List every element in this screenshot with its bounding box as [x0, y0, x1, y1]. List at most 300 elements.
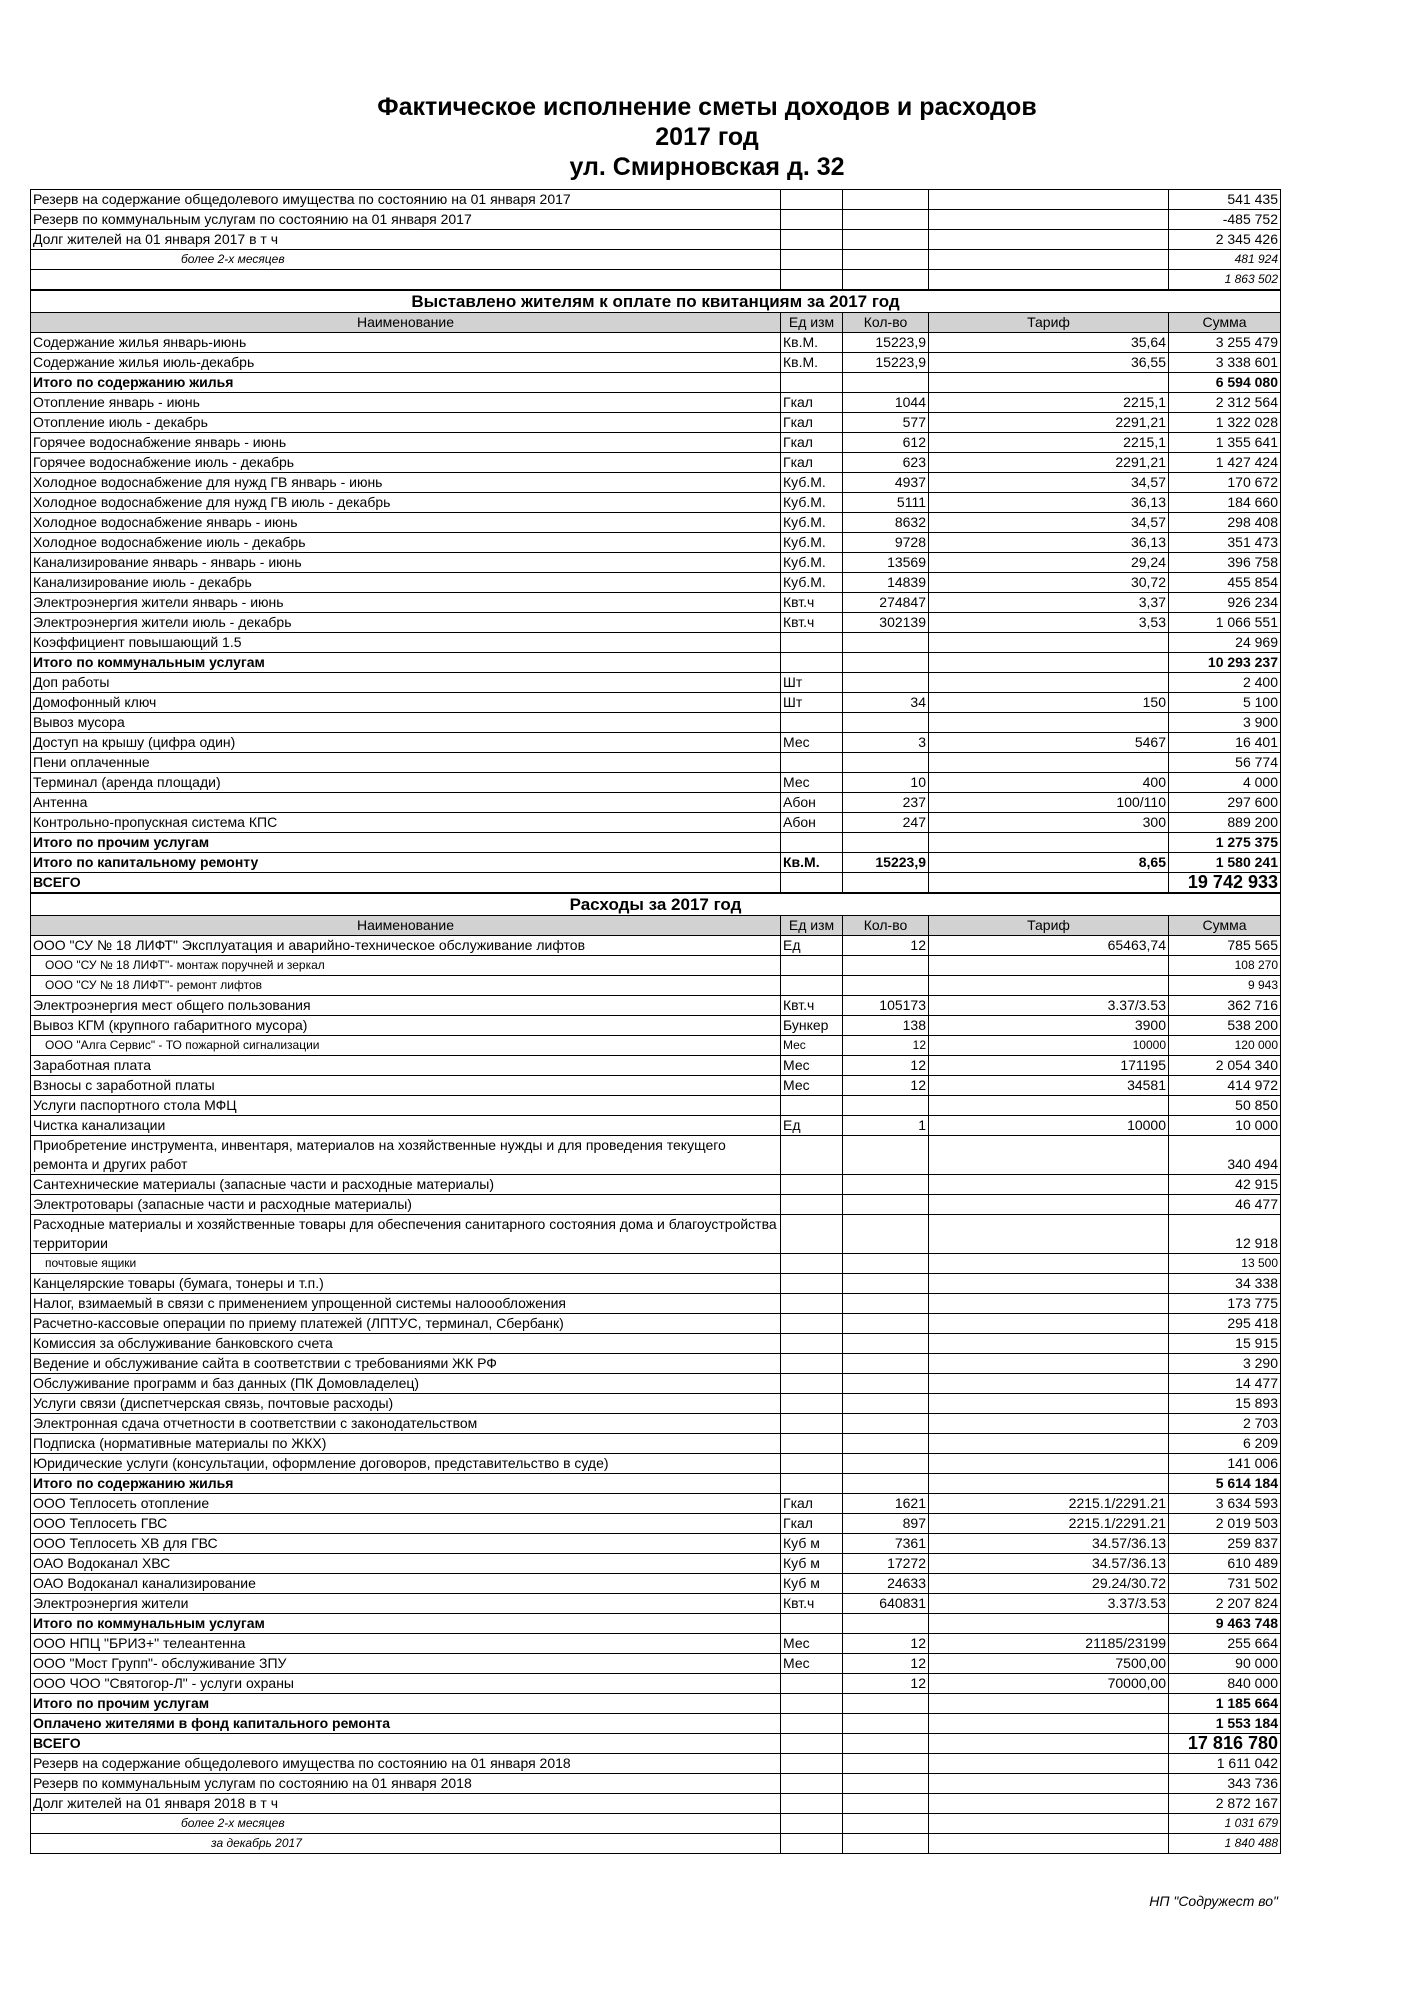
row-sum: 414 972: [1169, 1076, 1281, 1096]
row-name: Оплачено жителями в фонд капитального ремонта: [31, 1714, 781, 1734]
table-row: [31, 473, 1281, 493]
row-sum: 610 489: [1169, 1554, 1281, 1574]
table-row: [31, 573, 1281, 593]
table-row: [31, 1634, 1281, 1654]
table-row: [31, 1195, 1281, 1215]
row-unit: [781, 753, 843, 773]
row-name: Холодное водоснабжение для нужд ГВ январь - июнь: [31, 473, 781, 493]
row-sum: 926 234: [1169, 593, 1281, 613]
row-tariff: [929, 1314, 1169, 1334]
row-qty: 1: [843, 1116, 929, 1136]
row-unit: [781, 1354, 843, 1374]
row-tariff: 34.57/36.13: [929, 1534, 1169, 1554]
row-tariff: [929, 1834, 1169, 1854]
row-sum: 24 969: [1169, 633, 1281, 653]
row-unit: Куб м: [781, 1574, 843, 1594]
row-unit: [781, 1774, 843, 1794]
row-qty: [843, 1834, 929, 1854]
row-unit: Куб.М.: [781, 513, 843, 533]
row-sum: 541 435: [1169, 190, 1281, 210]
row-sum: 42 915: [1169, 1175, 1281, 1195]
row-sum: 2 400: [1169, 673, 1281, 693]
row-name: Электротовары (запасные части и расходные материалы): [31, 1195, 781, 1215]
row-name: Холодное водоснабжение для нужд ГВ июль - декабрь: [31, 493, 781, 513]
row-unit: [781, 1754, 843, 1774]
table-row: [31, 1215, 1281, 1254]
row-tariff: 34,57: [929, 473, 1169, 493]
table-row: [31, 873, 1281, 894]
row-unit: Абон: [781, 793, 843, 813]
row-sum: 255 664: [1169, 1634, 1281, 1654]
organization-signature: НП "Содружест во": [1149, 1893, 1278, 1909]
row-unit: [781, 270, 843, 291]
row-qty: 3: [843, 733, 929, 753]
table-row: [31, 1056, 1281, 1076]
row-qty: [843, 1096, 929, 1116]
row-name: Услуги связи (диспетчерская связь, почтовые расходы): [31, 1394, 781, 1414]
row-sum: 785 565: [1169, 936, 1281, 956]
table-row: [31, 853, 1281, 873]
row-name: Резерв по коммунальным услугам по состоянию на 01 января 2017: [31, 210, 781, 230]
row-name: ООО "СУ № 18 ЛИФТ"- монтаж поручней и зеркал: [31, 956, 781, 976]
row-name: [31, 270, 781, 291]
row-name: Юридические услуги (консультации, оформление договоров, представительство в суде): [31, 1454, 781, 1474]
column-header-name: Наименование: [31, 916, 781, 936]
expenses-section-title: [31, 893, 1281, 916]
section-title: Выставлено жителям к оплате по квитанциям за 2017 год: [31, 290, 1281, 313]
row-name: Взносы с заработной платы: [31, 1076, 781, 1096]
row-tariff: [929, 1814, 1169, 1834]
budget-table: [30, 189, 1281, 1854]
row-sum: 12 918: [1169, 1215, 1281, 1254]
row-unit: Шт: [781, 693, 843, 713]
row-name: Отопление июль - декабрь: [31, 413, 781, 433]
row-name: ООО "Алга Сервис" - ТО пожарной сигнализации: [31, 1036, 781, 1056]
column-header-qty: Кол-во: [843, 313, 929, 333]
table-row: [31, 1136, 1281, 1175]
row-qty: [843, 1774, 929, 1794]
row-name: Канализирование январь - январь - июнь: [31, 553, 781, 573]
row-name: Подписка (нормативные материалы по ЖКХ): [31, 1434, 781, 1454]
row-unit: [781, 1434, 843, 1454]
row-tariff: [929, 373, 1169, 393]
row-qty: [843, 1814, 929, 1834]
row-tariff: 34,57: [929, 513, 1169, 533]
row-name: Расходные материалы и хозяйственные товары для обеспечения санитарного состояния дома и благоустройства территории: [31, 1215, 781, 1254]
table-row: [31, 1694, 1281, 1714]
row-sum: 295 418: [1169, 1314, 1281, 1334]
row-qty: [843, 1334, 929, 1354]
row-tariff: [929, 1454, 1169, 1474]
column-header-sum: Сумма: [1169, 916, 1281, 936]
row-tariff: [929, 1254, 1169, 1274]
row-qty: 24633: [843, 1574, 929, 1594]
row-unit: [781, 653, 843, 673]
table-row: [31, 1294, 1281, 1314]
table-row: [31, 1434, 1281, 1454]
document-title: [0, 92, 1414, 182]
row-tariff: 36,55: [929, 353, 1169, 373]
row-name: Заработная плата: [31, 1056, 781, 1076]
row-tariff: [929, 1374, 1169, 1394]
row-sum: 1 275 375: [1169, 833, 1281, 853]
table-row: [31, 936, 1281, 956]
row-qty: 13569: [843, 553, 929, 573]
table-row: [31, 1754, 1281, 1774]
table-row: [31, 1494, 1281, 1514]
row-name: Коэффициент повышающий 1.5: [31, 633, 781, 653]
row-qty: [843, 373, 929, 393]
row-tariff: [929, 190, 1169, 210]
row-unit: Гкал: [781, 1514, 843, 1534]
column-header-qty: Кол-во: [843, 916, 929, 936]
row-tariff: [929, 1794, 1169, 1814]
row-name: Расчетно-кассовые операции по приему платежей (ЛПТУС, терминал, Сбербанк): [31, 1314, 781, 1334]
row-tariff: [929, 1175, 1169, 1195]
row-unit: [781, 1814, 843, 1834]
row-qty: 5111: [843, 493, 929, 513]
row-qty: 12: [843, 1076, 929, 1096]
row-name: почтовые ящики: [31, 1254, 781, 1274]
row-sum: 889 200: [1169, 813, 1281, 833]
table-row: [31, 190, 1281, 210]
row-sum: 15 893: [1169, 1394, 1281, 1414]
row-sum: 3 634 593: [1169, 1494, 1281, 1514]
row-tariff: 3,37: [929, 593, 1169, 613]
row-sum: 1 611 042: [1169, 1754, 1281, 1774]
table-row: [31, 553, 1281, 573]
row-tariff: 30,72: [929, 573, 1169, 593]
row-unit: Кв.М.: [781, 853, 843, 873]
row-sum: 16 401: [1169, 733, 1281, 753]
row-name: Долг жителей на 01 января 2017 в т ч: [31, 230, 781, 250]
table-row: [31, 453, 1281, 473]
row-unit: Мес: [781, 1036, 843, 1056]
table-row: [31, 673, 1281, 693]
table-row: [31, 976, 1281, 996]
row-qty: [843, 956, 929, 976]
table-row: [31, 813, 1281, 833]
row-tariff: [929, 1334, 1169, 1354]
row-qty: [843, 1614, 929, 1634]
table-row: [31, 1076, 1281, 1096]
table-row: [31, 996, 1281, 1016]
row-sum: 362 716: [1169, 996, 1281, 1016]
row-tariff: [929, 873, 1169, 894]
row-sum: 56 774: [1169, 753, 1281, 773]
row-tariff: 34581: [929, 1076, 1169, 1096]
row-sum: 340 494: [1169, 1136, 1281, 1175]
row-sum: -485 752: [1169, 210, 1281, 230]
row-unit: Бункер: [781, 1016, 843, 1036]
table-row: [31, 1274, 1281, 1294]
row-sum: 343 736: [1169, 1774, 1281, 1794]
row-sum: 3 290: [1169, 1354, 1281, 1374]
table-row: [31, 1594, 1281, 1614]
row-tariff: 35,64: [929, 333, 1169, 353]
row-name: Электронная сдача отчетности в соответствии с законодательством: [31, 1414, 781, 1434]
row-tariff: 21185/23199: [929, 1634, 1169, 1654]
row-name: Услуги паспортного стола МФЦ: [31, 1096, 781, 1116]
row-sum: 351 473: [1169, 533, 1281, 553]
table-row: [31, 1714, 1281, 1734]
row-qty: [843, 1754, 929, 1774]
row-unit: [781, 1215, 843, 1254]
row-unit: Куб.М.: [781, 553, 843, 573]
row-unit: [781, 1714, 843, 1734]
row-qty: 4937: [843, 473, 929, 493]
row-tariff: [929, 1694, 1169, 1714]
row-sum: 173 775: [1169, 1294, 1281, 1314]
row-tariff: [929, 230, 1169, 250]
row-qty: [843, 1136, 929, 1175]
row-sum: 6 594 080: [1169, 373, 1281, 393]
row-name: Чистка канализации: [31, 1116, 781, 1136]
row-name: Горячее водоснабжение июль - декабрь: [31, 453, 781, 473]
row-tariff: [929, 713, 1169, 733]
row-unit: Куб.М.: [781, 493, 843, 513]
row-sum: 1 355 641: [1169, 433, 1281, 453]
row-sum: 1 427 424: [1169, 453, 1281, 473]
row-name: ООО Теплосеть ХВ для ГВС: [31, 1534, 781, 1554]
column-header-tariff: Тариф: [929, 916, 1169, 936]
row-tariff: [929, 633, 1169, 653]
row-tariff: [929, 1294, 1169, 1314]
row-name: Электроэнергия мест общего пользования: [31, 996, 781, 1016]
row-sum: 90 000: [1169, 1654, 1281, 1674]
row-name: Итого по коммунальным услугам: [31, 653, 781, 673]
row-qty: 14839: [843, 573, 929, 593]
row-qty: [843, 1474, 929, 1494]
row-qty: 274847: [843, 593, 929, 613]
table-row: [31, 1794, 1281, 1814]
row-name: ООО Теплосеть ГВС: [31, 1514, 781, 1534]
row-unit: [781, 1614, 843, 1634]
table-row: [31, 753, 1281, 773]
row-sum: 2 345 426: [1169, 230, 1281, 250]
row-qty: [843, 1694, 929, 1714]
row-tariff: [929, 976, 1169, 996]
row-name: Терминал (аренда площади): [31, 773, 781, 793]
row-tariff: 400: [929, 773, 1169, 793]
row-qty: [843, 270, 929, 291]
title-line-3: ул. Смирновская д. 32: [569, 153, 845, 181]
row-qty: 12: [843, 1056, 929, 1076]
row-tariff: 3,53: [929, 613, 1169, 633]
column-header-tariff: Тариф: [929, 313, 1169, 333]
row-name: более 2-х месяцев: [31, 250, 781, 270]
row-unit: Абон: [781, 813, 843, 833]
table-row: [31, 1334, 1281, 1354]
row-sum: 9 943: [1169, 976, 1281, 996]
row-unit: [781, 1175, 843, 1195]
row-unit: Гкал: [781, 413, 843, 433]
column-header-row: [31, 916, 1281, 936]
row-tariff: [929, 1714, 1169, 1734]
row-name: Налог, взимаемый в связи с применением упрощенной системы налоообложения: [31, 1294, 781, 1314]
table-row: [31, 773, 1281, 793]
row-sum: 3 255 479: [1169, 333, 1281, 353]
row-tariff: [929, 210, 1169, 230]
row-unit: [781, 1195, 843, 1215]
row-qty: [843, 1314, 929, 1334]
row-sum: 5 614 184: [1169, 1474, 1281, 1494]
row-unit: Кв.М.: [781, 333, 843, 353]
row-qty: [843, 1175, 929, 1195]
row-name: ООО "Мост Групп"- обслуживание ЗПУ: [31, 1654, 781, 1674]
table-row: [31, 1834, 1281, 1854]
row-unit: Мес: [781, 733, 843, 753]
row-unit: Ед: [781, 1116, 843, 1136]
title-line-2: 2017 год: [655, 123, 759, 151]
row-qty: [843, 653, 929, 673]
row-tariff: [929, 1354, 1169, 1374]
table-row: [31, 250, 1281, 270]
table-row: [31, 210, 1281, 230]
row-unit: [781, 976, 843, 996]
table-row: [31, 413, 1281, 433]
row-tariff: [929, 1136, 1169, 1175]
table-row: [31, 1414, 1281, 1434]
row-sum: 840 000: [1169, 1674, 1281, 1694]
row-tariff: [929, 1734, 1169, 1754]
table-row: [31, 1454, 1281, 1474]
row-name: ООО ЧОО "Святогор-Л" - услуги охраны: [31, 1674, 781, 1694]
row-tariff: 10000: [929, 1036, 1169, 1056]
row-sum: 396 758: [1169, 553, 1281, 573]
row-name: Содержание жилья июль-декабрь: [31, 353, 781, 373]
table-row: [31, 1534, 1281, 1554]
row-unit: [781, 1394, 843, 1414]
row-qty: 10: [843, 773, 929, 793]
row-name: Отопление январь - июнь: [31, 393, 781, 413]
row-sum: 731 502: [1169, 1574, 1281, 1594]
row-name: Канализирование июль - декабрь: [31, 573, 781, 593]
row-tariff: 2291,21: [929, 453, 1169, 473]
row-sum: 259 837: [1169, 1534, 1281, 1554]
row-name: Итого по прочим услугам: [31, 833, 781, 853]
row-unit: Кв.М.: [781, 353, 843, 373]
row-name: Холодное водоснабжение январь - июнь: [31, 513, 781, 533]
row-sum: 120 000: [1169, 1036, 1281, 1056]
row-unit: Мес: [781, 1056, 843, 1076]
row-tariff: 7500,00: [929, 1654, 1169, 1674]
table-row: [31, 433, 1281, 453]
row-tariff: [929, 1614, 1169, 1634]
row-sum: 6 209: [1169, 1434, 1281, 1454]
row-name: Вывоз мусора: [31, 713, 781, 733]
row-sum: 2 207 824: [1169, 1594, 1281, 1614]
row-qty: [843, 250, 929, 270]
row-unit: [781, 1374, 843, 1394]
table-row: [31, 1254, 1281, 1274]
table-row: [31, 713, 1281, 733]
row-sum: 9 463 748: [1169, 1614, 1281, 1634]
row-tariff: [929, 653, 1169, 673]
row-tariff: 2215,1: [929, 433, 1169, 453]
row-tariff: 34.57/36.13: [929, 1554, 1169, 1574]
row-sum: 50 850: [1169, 1096, 1281, 1116]
row-qty: 17272: [843, 1554, 929, 1574]
row-sum: 1 185 664: [1169, 1694, 1281, 1714]
row-tariff: [929, 1414, 1169, 1434]
row-sum: 538 200: [1169, 1016, 1281, 1036]
row-qty: 138: [843, 1016, 929, 1036]
row-unit: [781, 1454, 843, 1474]
row-sum: 15 915: [1169, 1334, 1281, 1354]
row-unit: [781, 1096, 843, 1116]
row-tariff: 150: [929, 693, 1169, 713]
row-tariff: 3900: [929, 1016, 1169, 1036]
row-sum: 2 019 503: [1169, 1514, 1281, 1534]
row-qty: [843, 873, 929, 894]
row-qty: [843, 1714, 929, 1734]
row-unit: [781, 713, 843, 733]
table-row: [31, 1016, 1281, 1036]
income-section-title: [31, 290, 1281, 313]
row-unit: [781, 1314, 843, 1334]
table-row: [31, 1814, 1281, 1834]
row-sum: 1 840 488: [1169, 1834, 1281, 1854]
row-unit: [781, 1834, 843, 1854]
row-unit: Гкал: [781, 453, 843, 473]
row-unit: Мес: [781, 773, 843, 793]
row-tariff: 29,24: [929, 553, 1169, 573]
row-unit: Мес: [781, 1654, 843, 1674]
row-qty: 9728: [843, 533, 929, 553]
row-name: ОАО Водоканал канализирование: [31, 1574, 781, 1594]
row-qty: [843, 753, 929, 773]
table-row: [31, 1036, 1281, 1056]
column-header-unit: Ед изм: [781, 916, 843, 936]
row-unit: [781, 1136, 843, 1175]
column-header-unit: Ед изм: [781, 313, 843, 333]
row-unit: Квт.ч: [781, 996, 843, 1016]
row-unit: Куб м: [781, 1554, 843, 1574]
row-sum: 1 553 184: [1169, 1714, 1281, 1734]
row-unit: Квт.ч: [781, 1594, 843, 1614]
row-tariff: 8,65: [929, 853, 1169, 873]
row-qty: 105173: [843, 996, 929, 1016]
row-sum: 1 031 679: [1169, 1814, 1281, 1834]
row-unit: [781, 230, 843, 250]
table-row: [31, 1394, 1281, 1414]
row-tariff: 171195: [929, 1056, 1169, 1076]
table-row: [31, 733, 1281, 753]
table-row: [31, 1474, 1281, 1494]
row-sum: 297 600: [1169, 793, 1281, 813]
row-sum: 13 500: [1169, 1254, 1281, 1274]
table-row: [31, 1374, 1281, 1394]
row-qty: [843, 1734, 929, 1754]
row-qty: [843, 833, 929, 853]
row-tariff: [929, 1774, 1169, 1794]
table-row: [31, 373, 1281, 393]
row-qty: [843, 673, 929, 693]
row-unit: Мес: [781, 1634, 843, 1654]
row-unit: [781, 956, 843, 976]
row-qty: [843, 1434, 929, 1454]
row-qty: 1621: [843, 1494, 929, 1514]
table-row: [31, 1116, 1281, 1136]
row-unit: [781, 873, 843, 894]
row-qty: 302139: [843, 613, 929, 633]
column-header-row: [31, 313, 1281, 333]
row-unit: [781, 373, 843, 393]
row-unit: Шт: [781, 673, 843, 693]
row-name: Резерв на содержание общедолевого имущества по состоянию на 01 января 2017: [31, 190, 781, 210]
row-name: Комиссия за обслуживание банковского счета: [31, 1334, 781, 1354]
